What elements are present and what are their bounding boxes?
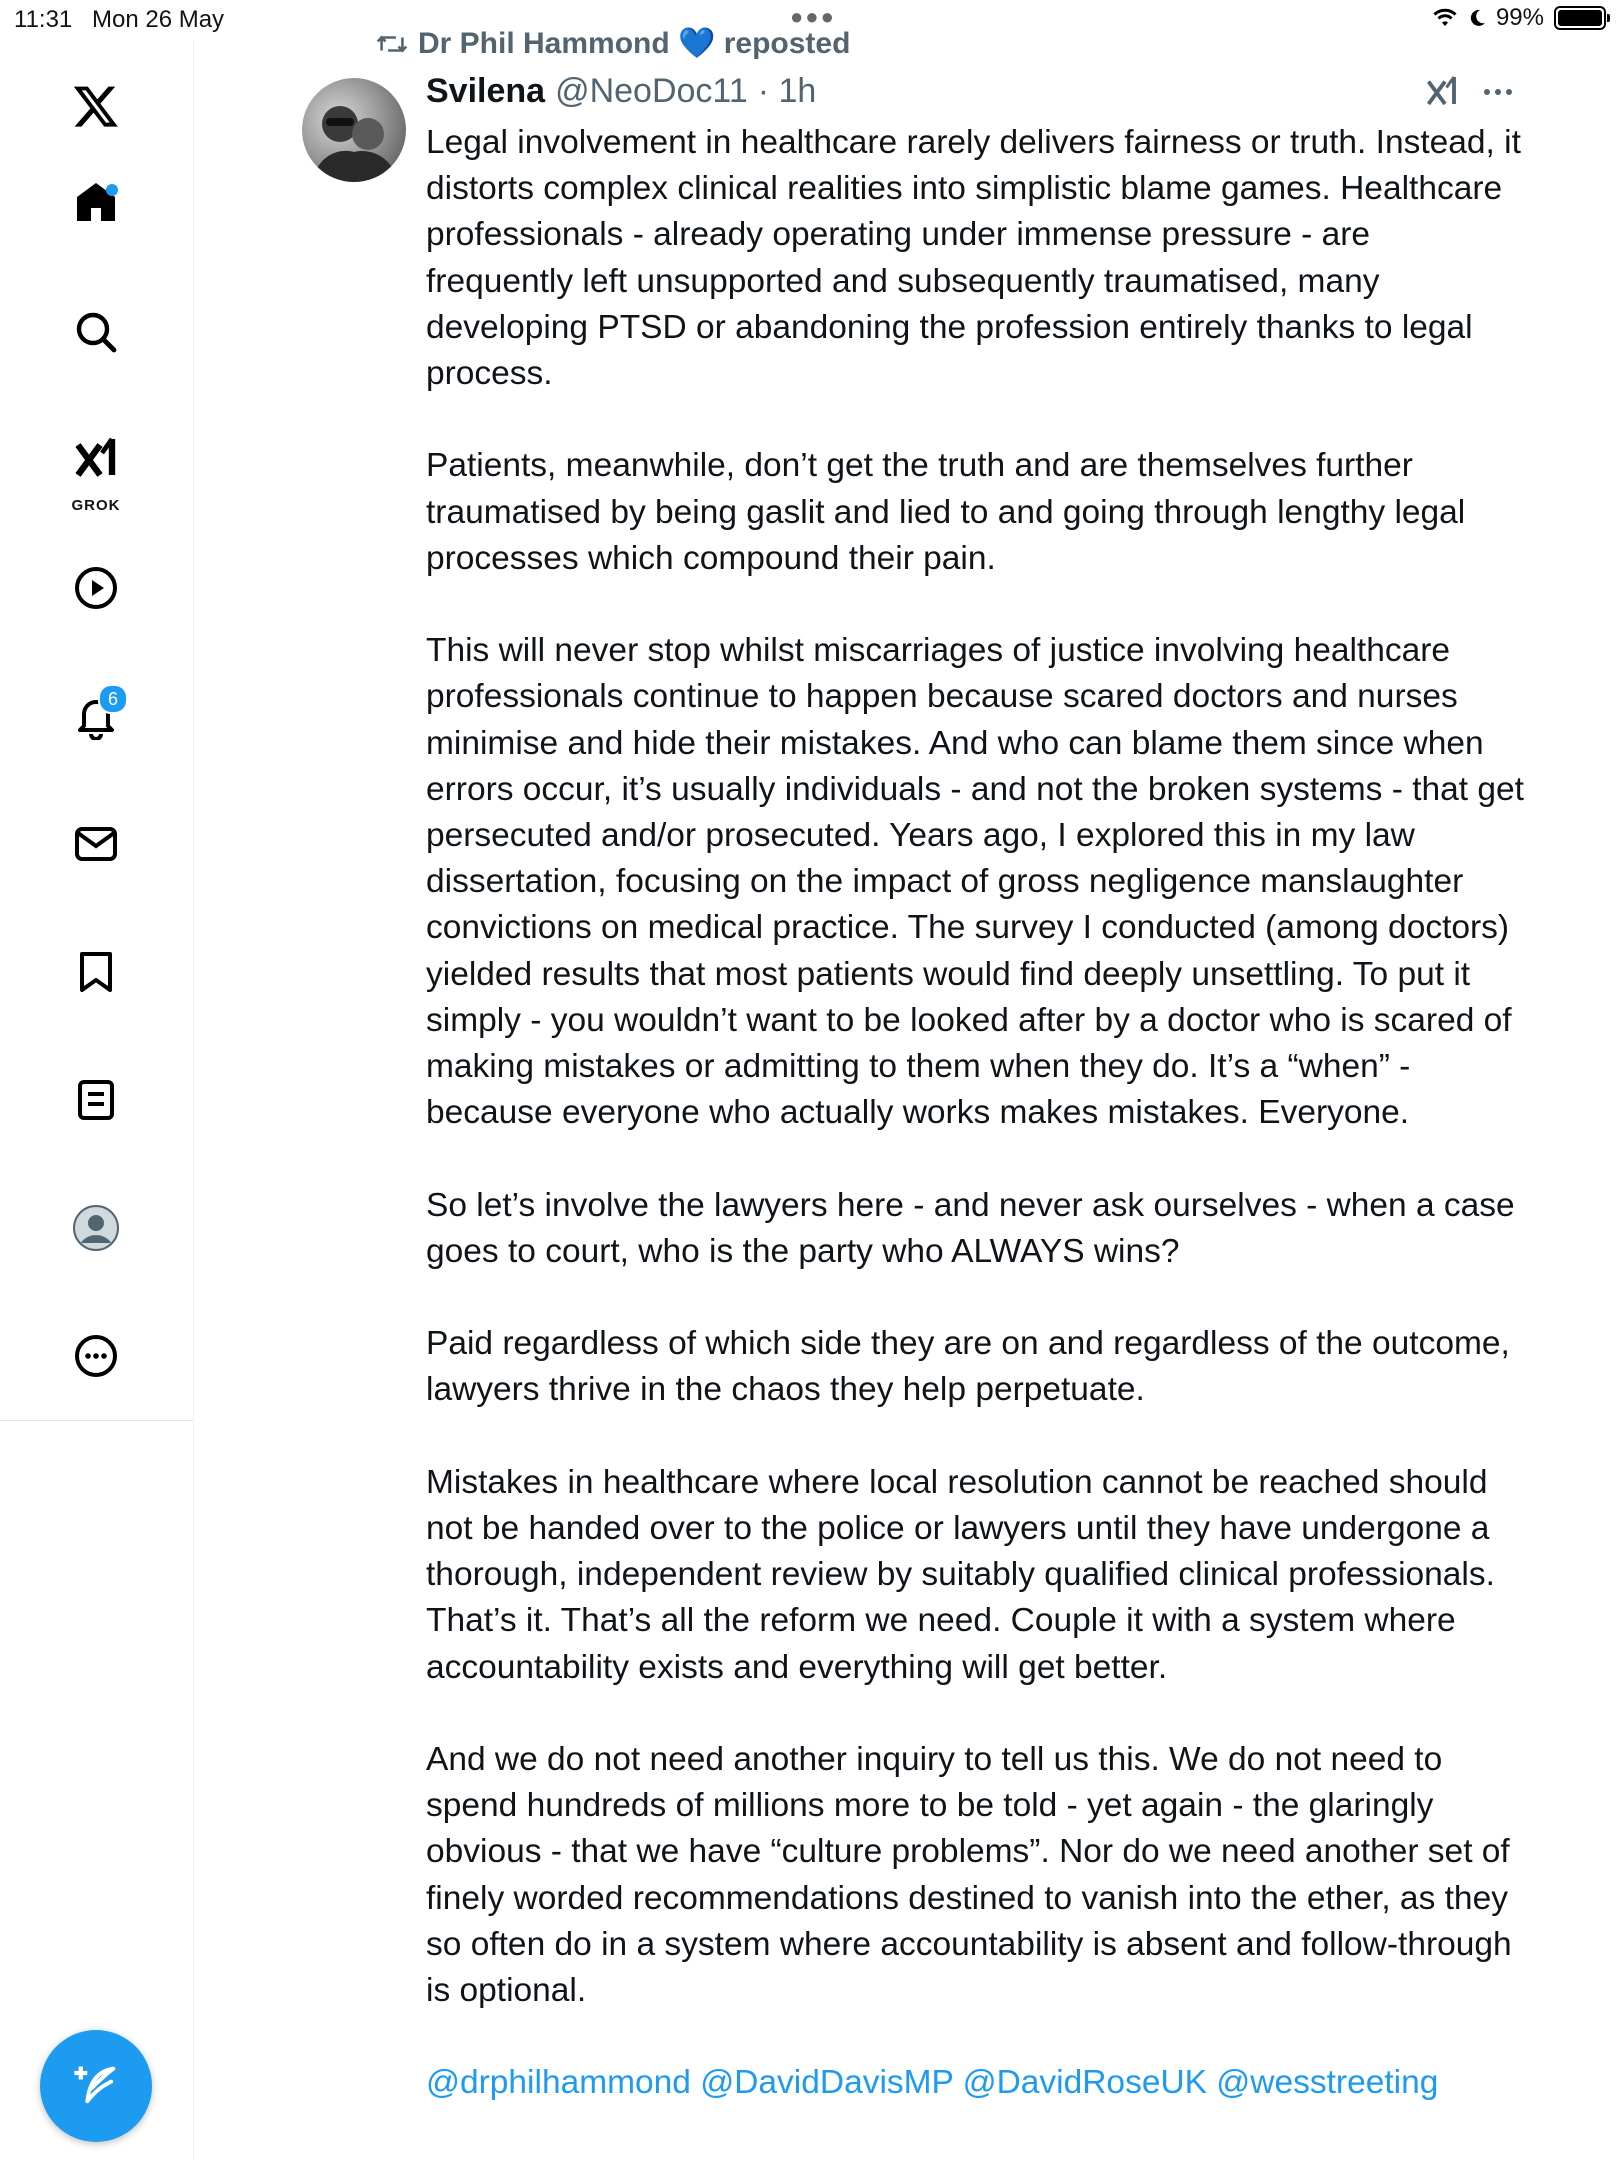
post-header — [426, 72, 816, 111]
compose-icon — [70, 2060, 122, 2112]
post-paragraph: Legal involvement in healthcare rarely delivers fairness or truth. Instead, it distorts complex clinical realities into simplistic blame games. Healthcare professionals - already operating under immense pressure - are frequently left unsupported and subsequently traumatised, many developing PTSD or abandoning the profession entirely thanks to legal process. — [426, 124, 1521, 393]
post-time[interactable]: · 1h — [757, 72, 817, 110]
status-right — [1432, 4, 1606, 32]
nav-video[interactable] — [56, 548, 136, 628]
repost-label[interactable]: Dr Phil Hammond 💙 reposted — [418, 27, 851, 60]
post-actions-top — [1422, 74, 1514, 110]
compose-button[interactable] — [40, 2030, 152, 2142]
post-mentions[interactable]: @drphilhammond @DavidDavisMP @DavidRoseUK @wesstreeting — [426, 2064, 1439, 2102]
mail-icon — [72, 820, 120, 868]
wifi-icon — [1432, 8, 1458, 28]
grok-icon[interactable] — [1422, 74, 1462, 110]
multitasking-dots-icon[interactable]: ●●● — [790, 4, 836, 29]
nav-grok[interactable] — [56, 422, 136, 518]
more-options-icon[interactable] — [1482, 87, 1514, 97]
nav-profile[interactable] — [56, 1188, 136, 1268]
profile-icon — [72, 1204, 120, 1252]
nav-search[interactable] — [56, 292, 136, 372]
battery-icon — [1554, 6, 1606, 30]
repost-icon — [376, 31, 408, 57]
moon-icon — [1468, 8, 1486, 28]
bookmark-icon — [72, 948, 120, 996]
grok-label: GROK — [71, 497, 121, 514]
repost-indicator — [376, 26, 850, 61]
play-icon — [72, 564, 120, 612]
sidebar-divider — [0, 1420, 193, 1421]
home-unread-dot — [106, 184, 118, 196]
sidebar — [0, 40, 194, 2160]
nav-lists[interactable] — [56, 1060, 136, 1140]
battery-percent: 99% — [1495, 4, 1544, 31]
post-paragraph: Mistakes in healthcare where local resolution cannot be reached should not be handed over to the police or lawyers until they have undergone a thorough, independent review by suitably qualified clinical professionals. That’s it. That’s all the reform we need. Couple it with a system where accountability exists and everything will get better. — [426, 1463, 1495, 1686]
nav-messages[interactable] — [56, 804, 136, 884]
nav-bookmarks[interactable] — [56, 932, 136, 1012]
nav-more[interactable] — [56, 1316, 136, 1396]
post-paragraph: This will never stop whilst miscarriages of justice involving healthcare professionals continue to happen because scared doctors and nurses minimise and hide their mistakes. And who can blame them since when errors occur, it’s usually individuals - and not the broken systems - that get persecuted and/or prosecuted. Years ago, I explored this in my law dissertation, focusing on the impact of gross negligence manslaughter convictions on medical practice. The survey I conducted (among doctors) yielded results that most patients would find deeply unsettling. To put it simply - you wouldn’t want to be looked after by a doctor who is scared of making mistakes or admitting to them when they do. It’s a “when” - because everyone who actually works makes mistakes. Everyone. — [426, 632, 1524, 1132]
author-name[interactable]: Svilena — [426, 72, 546, 110]
author-avatar[interactable] — [302, 78, 406, 182]
search-icon — [72, 308, 120, 356]
post-paragraph: Patients, meanwhile, don’t get the truth and are themselves further traumatised by being gaslit and lied to and going through lengthy legal processes which compound their pain. — [426, 447, 1466, 577]
more-icon — [72, 1332, 120, 1380]
post-paragraph: So let’s involve the lawyers here - and never ask ourselves - when a case goes to court, who is the party who ALWAYS wins? — [426, 1186, 1515, 1270]
nav-notifications[interactable] — [56, 676, 136, 756]
post-paragraph: And we do not need another inquiry to tell us this. We do not need to spend hundreds of millions more to be told - yet again - the glaringly obvious - that we have “culture problems”. Nor do we need another set of finely worded recommendations destined to vanish into the ether, as they so often do in a system where accountability is absent and follow-through is optional. — [426, 1741, 1512, 2010]
post-body — [426, 120, 1526, 2153]
status-time: 11:31 — [14, 6, 73, 33]
x-logo-icon[interactable] — [56, 66, 136, 146]
list-icon — [72, 1076, 120, 1124]
grok-icon — [72, 435, 120, 483]
author-handle[interactable]: @NeoDoc11 — [555, 72, 748, 110]
post-paragraph: Paid regardless of which side they are on and regardless of the outcome, lawyers thrive in the chaos they help perpetuate. — [426, 1325, 1510, 1409]
nav-home[interactable] — [56, 162, 136, 242]
notifications-badge: 6 — [98, 684, 128, 714]
status-date: Mon 26 May — [92, 6, 225, 33]
